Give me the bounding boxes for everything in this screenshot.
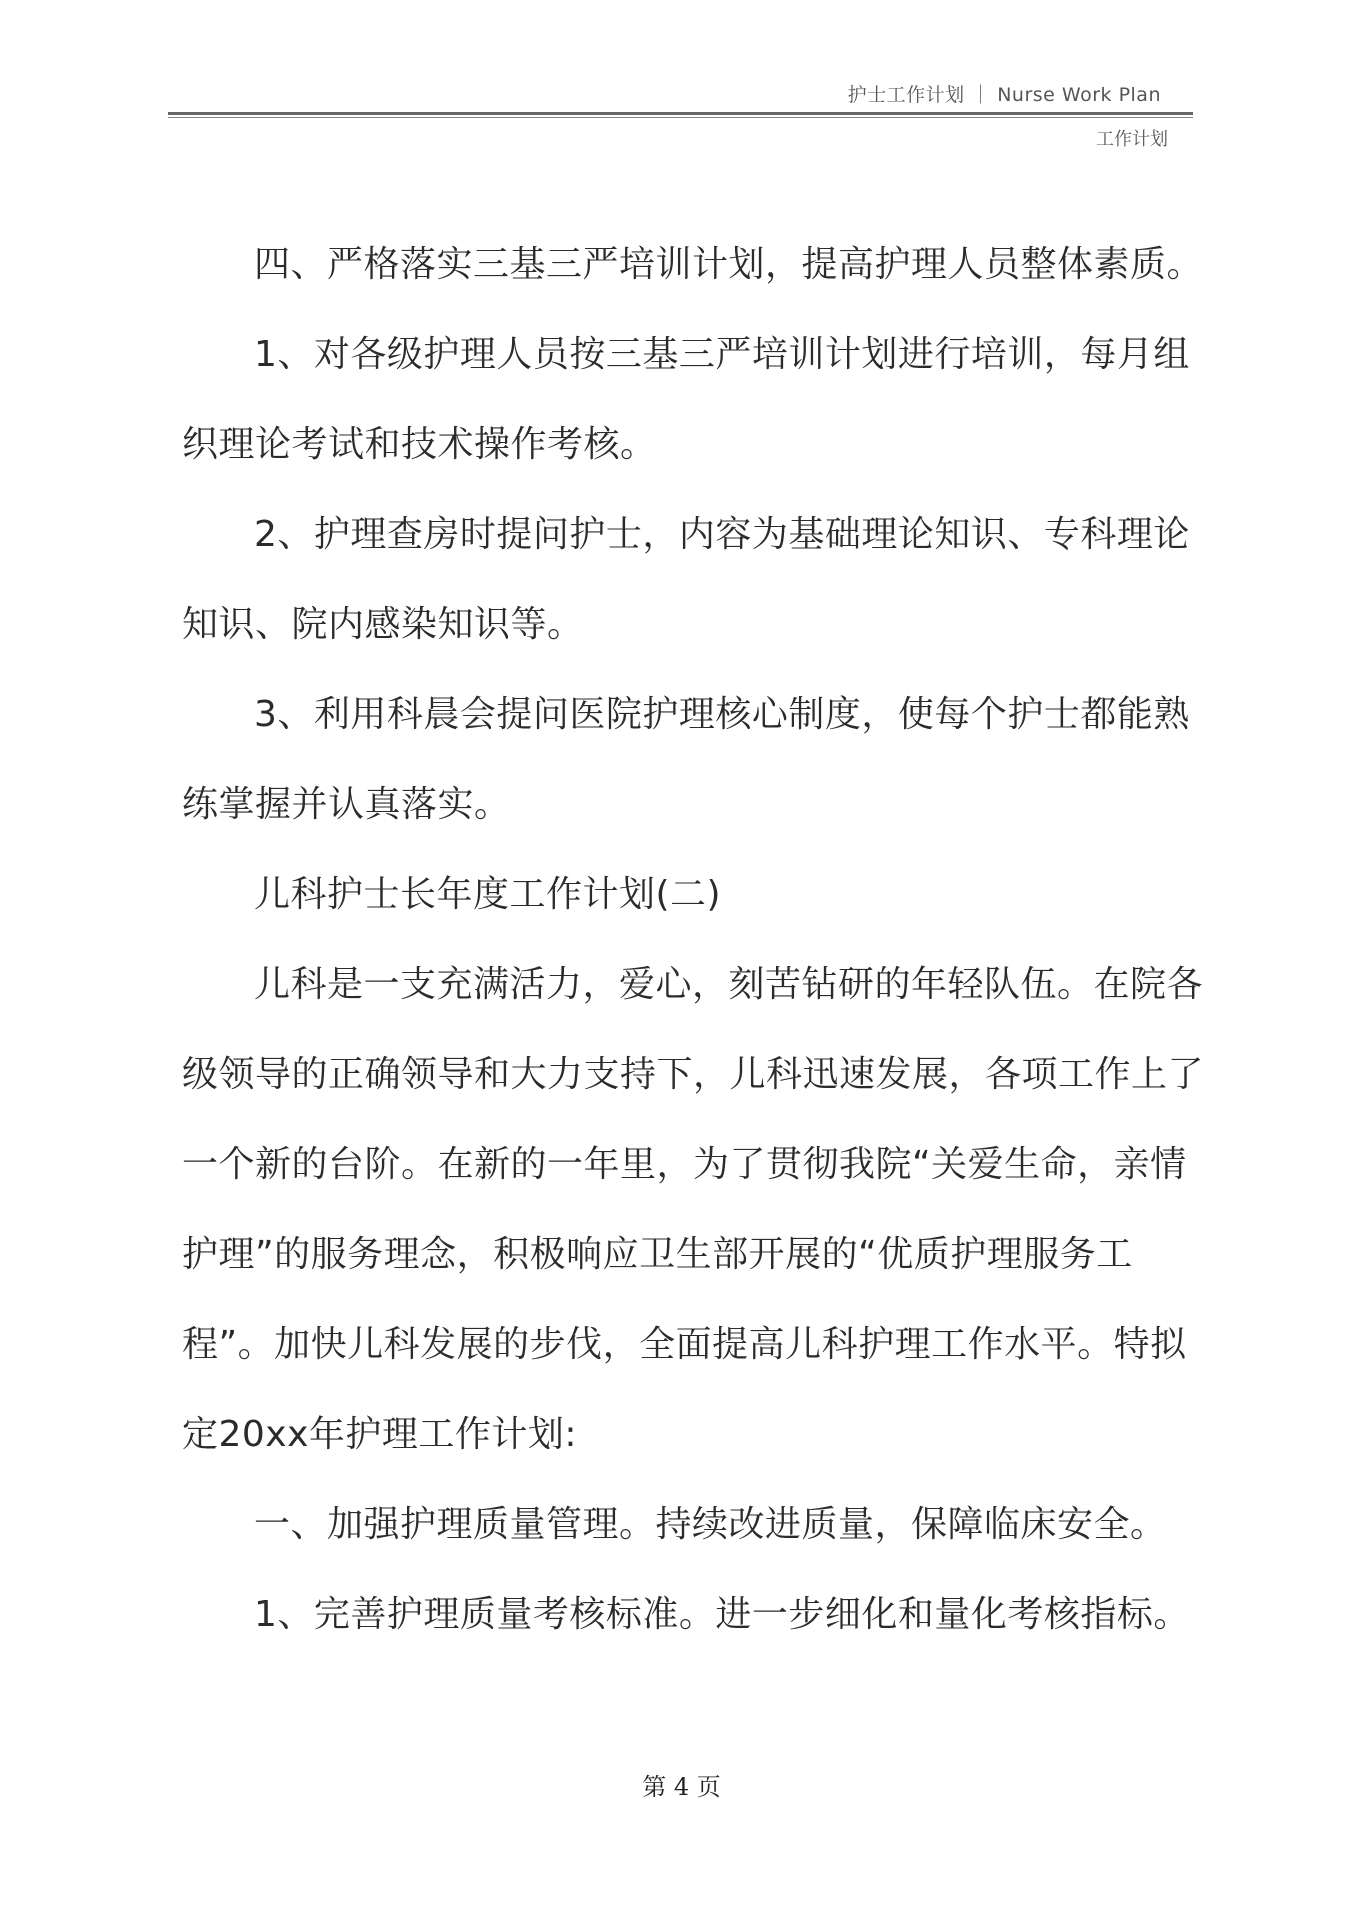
intro-paragraph: 儿科是一支充满活力，爱心，刻苦钻研的年轻队伍。在院各级领导的正确领导和大力支持下，儿科迅速发展，各项工作上了一个新的台阶。在新的一年里，为了贯彻我院“关爱生命，亲情护理”的服务理念，积极响应卫生部开展的“优质护理服务工程”。加快儿科发展的步伐，全面提高儿科护理工作水平。特拟定20xx年护理工作计划:	[182, 964, 1205, 1455]
paragraph-item-3: 3、利用科晨会提问医院护理核心制度，使每个护士都能熟练掌握并认真落实。	[182, 694, 1190, 825]
section-heading-4: 四、严格落实三基三严培训计划，提高护理人员整体素质。	[254, 244, 1204, 285]
header-rule	[168, 112, 1193, 115]
document-body	[182, 220, 1212, 1660]
paragraph-item-1: 1、对各级护理人员按三基三严培训计划进行培训，每月组织理论考试和技术操作考核。	[182, 334, 1190, 465]
paragraph-item-1b: 1、完善护理质量考核标准。进一步细化和量化考核指标。	[254, 1594, 1190, 1635]
header-title: 护士工作计划 ｜ Nurse Work Plan	[847, 84, 1161, 106]
page-number: 第 4 页	[642, 1773, 721, 1801]
plan-title: 儿科护士长年度工作计划(二)	[254, 874, 722, 915]
section-heading-1: 一、加强护理质量管理。持续改进质量，保障临床安全。	[254, 1504, 1167, 1545]
header-subtitle: 工作计划	[1096, 129, 1168, 150]
paragraph-item-2: 2、护理查房时提问护士，内容为基础理论知识、专科理论知识、院内感染知识等。	[182, 514, 1190, 645]
header-rule-thin	[168, 117, 1193, 118]
